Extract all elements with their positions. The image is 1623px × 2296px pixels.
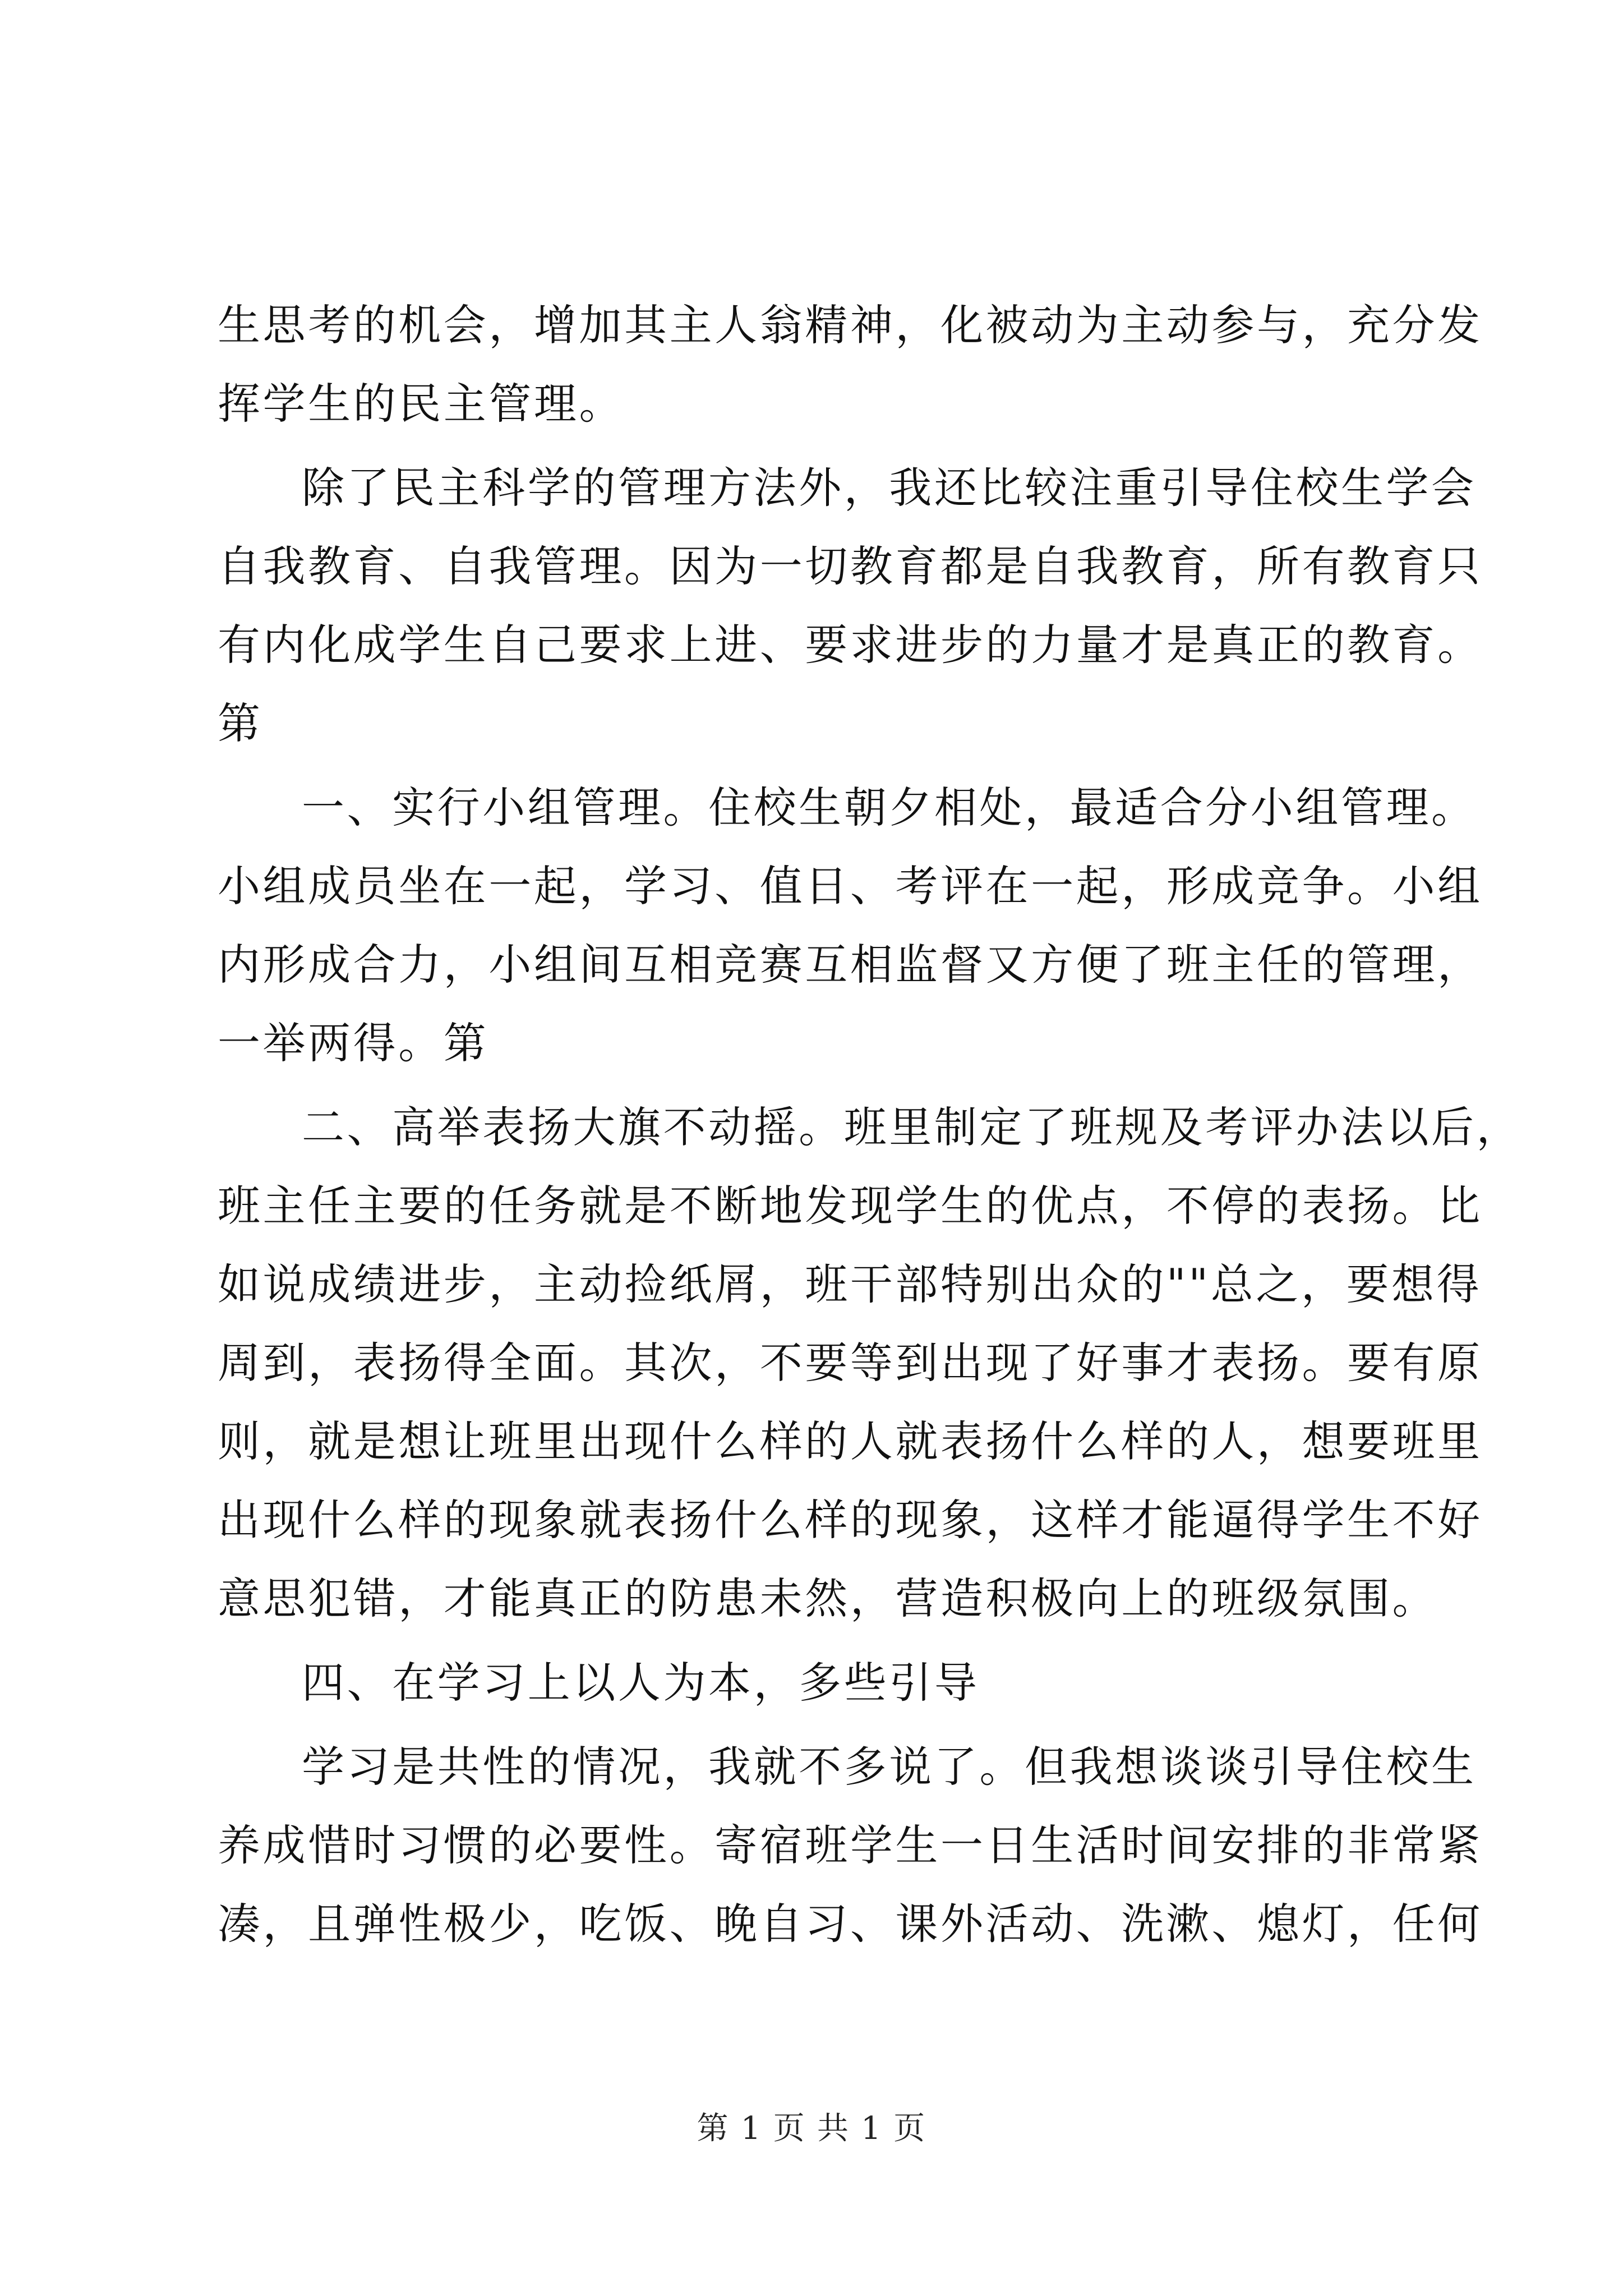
text-line-20: 养成惜时习惯的必要性。寄宿班学生一日生活时间安排的非常紧: [218, 1820, 1483, 1870]
text-line-16: 出现什么样的现象就表扬什么样的现象，这样才能逼得学生不好: [218, 1495, 1483, 1545]
text-line-2: 挥学生的民主管理。: [218, 379, 625, 429]
text-line-4: 自我教育、自我管理。因为一切教育都是自我教育，所有教育只: [218, 541, 1483, 591]
text-line-6: 第: [218, 698, 263, 748]
text-line-14: 周到，表扬得全面。其次，不要等到出现了好事才表扬。要有原: [218, 1338, 1483, 1388]
text-line-5: 有内化成学生自己要求上进、要求进步的力量才是真正的教育。: [218, 620, 1483, 670]
text-line-12: 班主任主要的任务就是不断地发现学生的优点，不停的表扬。比: [218, 1181, 1483, 1231]
text-line-17: 意思犯错，才能真正的防患未然，营造积极向上的班级氛围。: [218, 1573, 1438, 1623]
text-line-19: 学习是共性的情况，我就不多说了。但我想谈谈引导住校生: [302, 1742, 1477, 1792]
page-footer: 第 1 页 共 1 页: [697, 2110, 926, 2147]
text-line-21: 凑，且弹性极少，吃饭、晚自习、课外活动、洗漱、熄灯，任何: [218, 1899, 1483, 1949]
text-line-3: 除了民主科学的管理方法外，我还比较注重引导住校生学会: [302, 463, 1477, 513]
text-line-9: 内形成合力，小组间互相竞赛互相监督又方便了班主任的管理，: [218, 940, 1483, 990]
text-line-18: 四、在学习上以人为本，多些引导: [302, 1658, 980, 1708]
text-line-1: 生思考的机会，增加其主人翁精神，化被动为主动参与，充分发: [218, 300, 1483, 350]
text-line-13: 如说成绩进步，主动捡纸屑，班干部特别出众的""总之，要想得: [218, 1259, 1482, 1309]
text-line-11: 二、高举表扬大旗不动摇。班里制定了班规及考评办法以后，: [302, 1102, 1522, 1152]
text-line-10: 一举两得。第: [218, 1018, 489, 1068]
text-line-8: 小组成员坐在一起，学习、值日、考评在一起，形成竞争。小组: [218, 861, 1483, 911]
text-line-15: 则，就是想让班里出现什么样的人就表扬什么样的人，想要班里: [218, 1416, 1483, 1466]
text-line-7: 一、实行小组管理。住校生朝夕相处，最适合分小组管理。: [302, 783, 1477, 832]
